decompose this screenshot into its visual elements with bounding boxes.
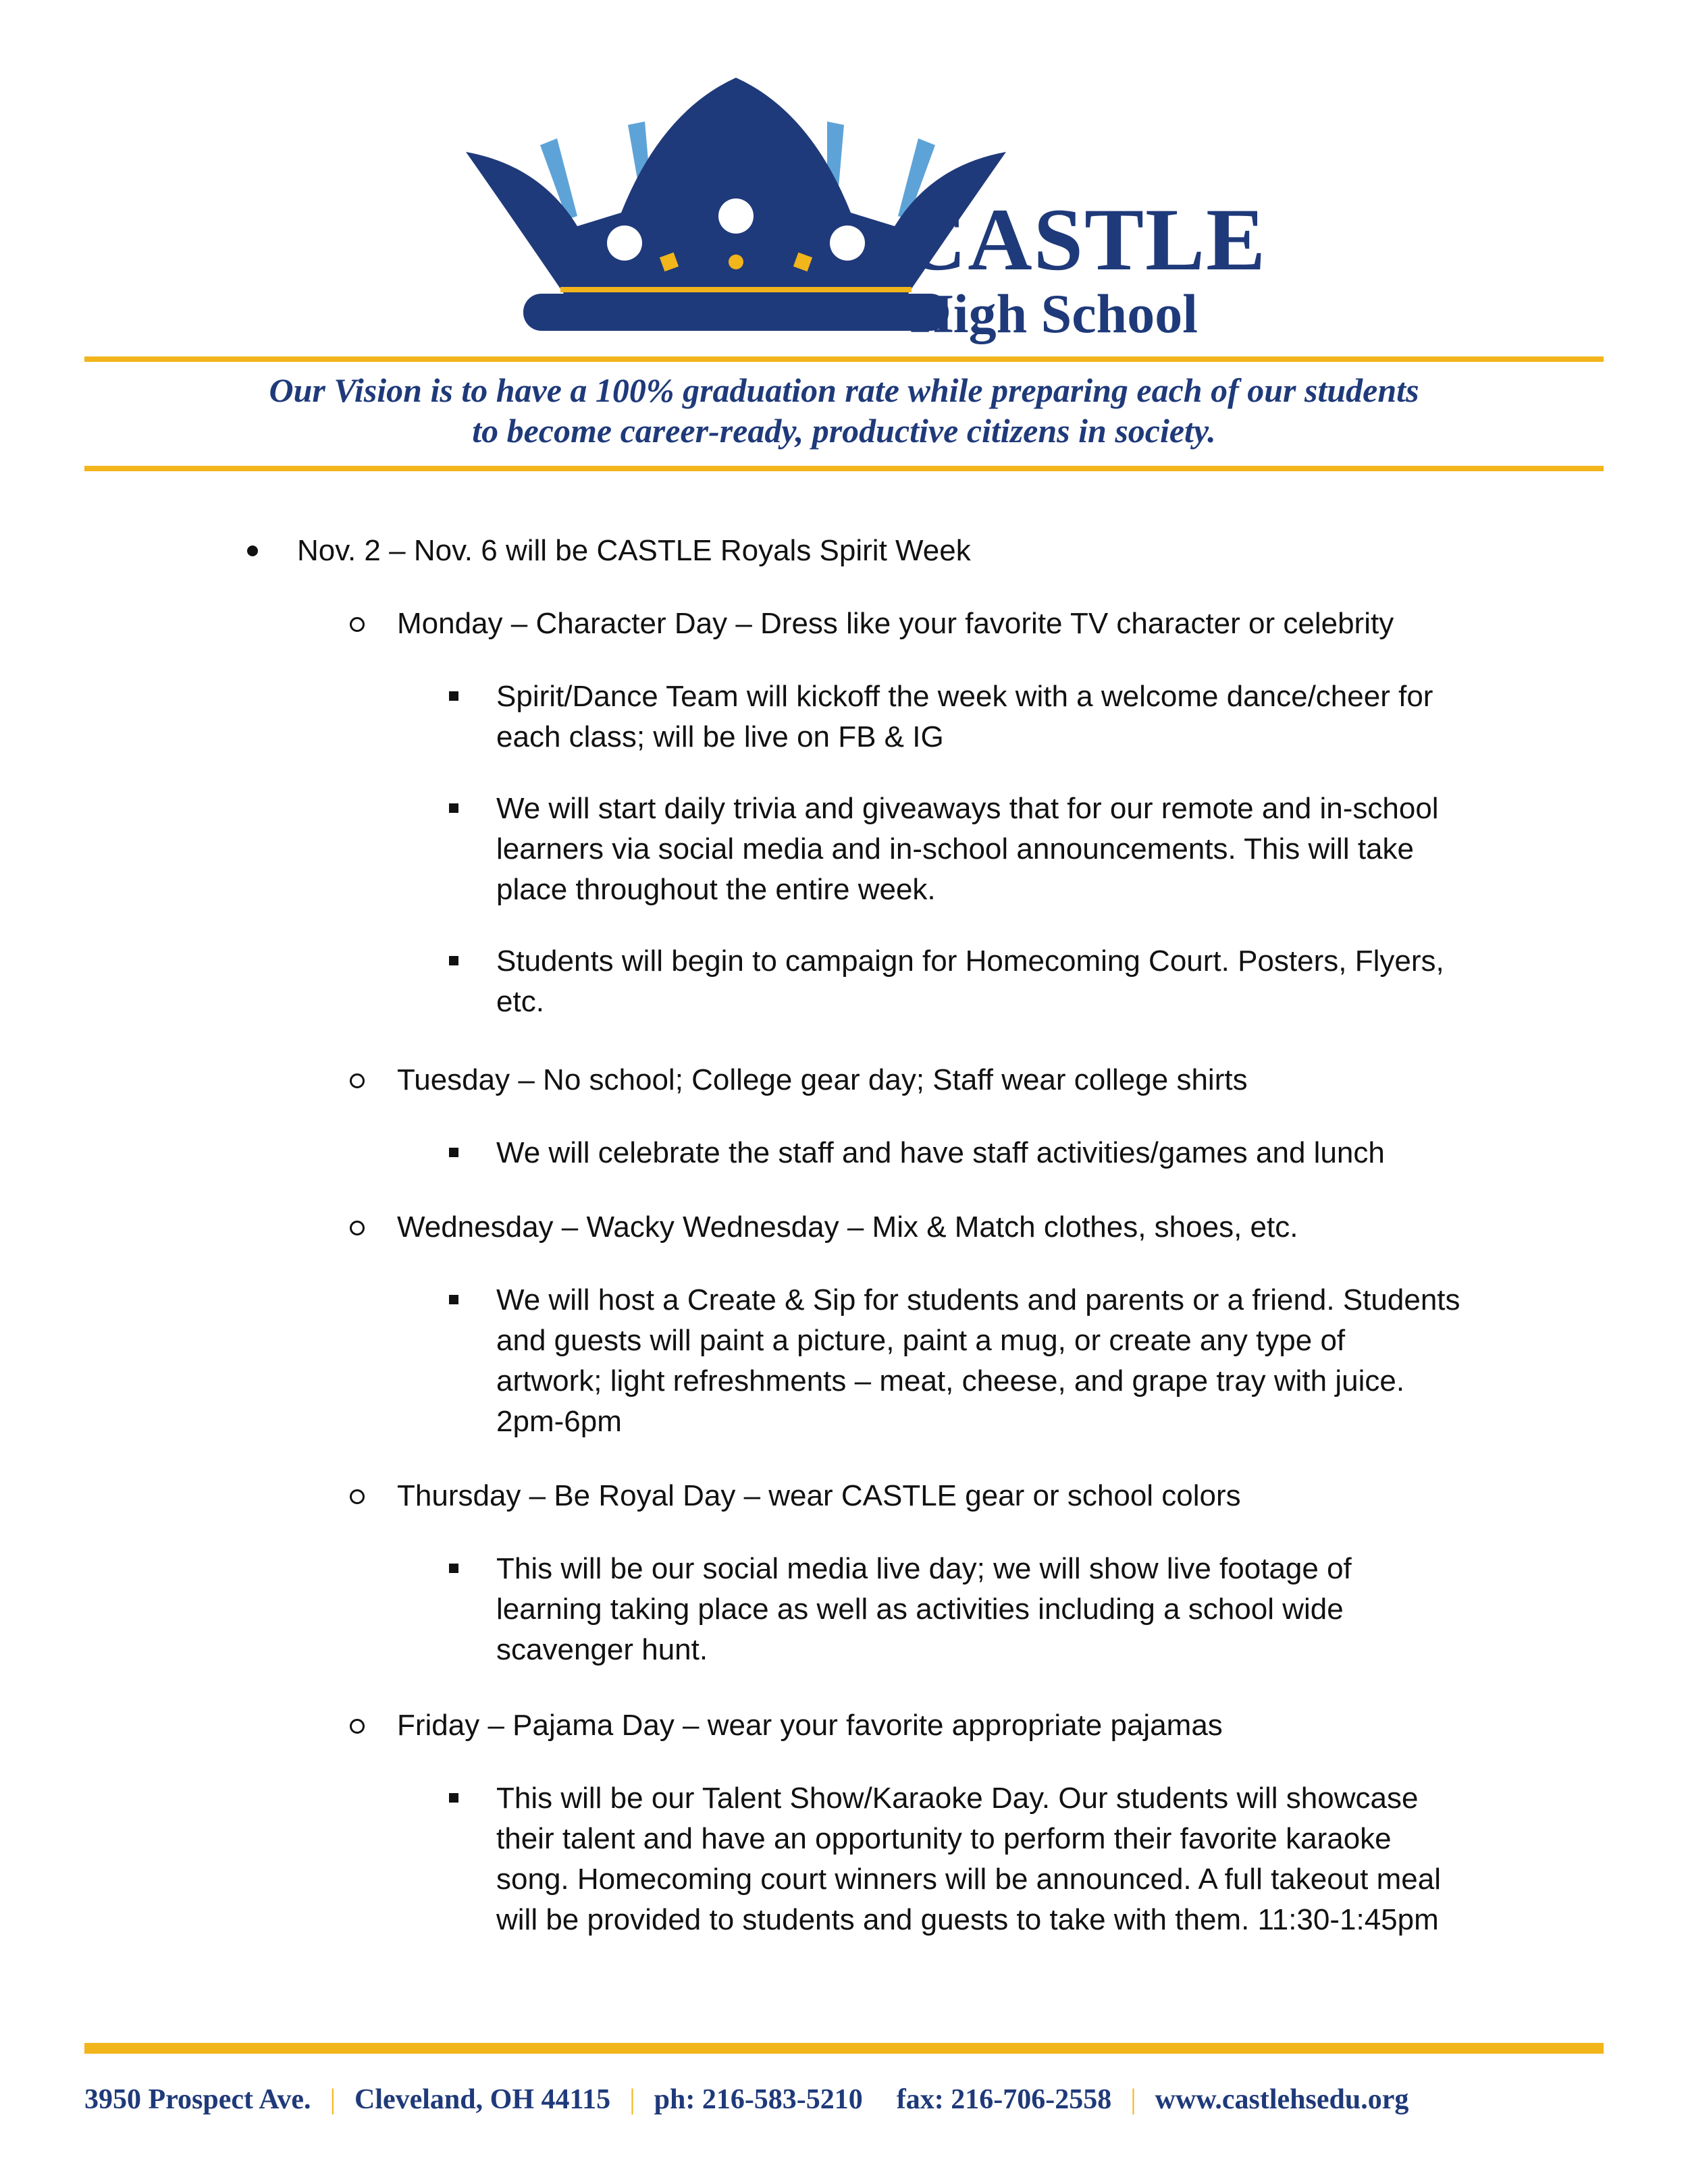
footer-separator: | — [1130, 2084, 1136, 2115]
day-title: Wednesday – Wacky Wednesday – Mix & Match clothes, shoes, etc. — [397, 1210, 1298, 1244]
item-line: We will start daily trivia and giveaways that for our remote and in-school — [496, 792, 1439, 825]
item-line: artwork; light refreshments – meat, cheese, and grape tray with juice. — [496, 1364, 1405, 1397]
item-line: learning taking place as well as activities including a school wide — [496, 1593, 1344, 1626]
square-bullet-icon — [449, 691, 458, 701]
square-bullet-icon — [449, 1564, 458, 1573]
item-line: Spirit/Dance Team will kickoff the week with a welcome dance/cheer for — [496, 680, 1433, 713]
item-line: etc. — [496, 985, 544, 1018]
footer-phone: ph: 216-583-5210 — [654, 2084, 863, 2115]
school-name: CASTLE — [902, 190, 1267, 289]
item-line: song. Homecoming court winners will be announced. A full takeout meal — [496, 1863, 1441, 1896]
footer-fax: fax: 216-706-2558 — [896, 2084, 1112, 2115]
item-line: scavenger hunt. — [496, 1633, 708, 1666]
item-line: We will host a Create & Sip for students and parents or a friend. Students — [496, 1283, 1460, 1316]
square-bullet-icon — [449, 1148, 458, 1157]
circle-bullet-icon — [350, 1489, 365, 1504]
day-title: Friday – Pajama Day – wear your favorite appropriate pajamas — [397, 1709, 1223, 1742]
vision-line: Our Vision is to have a 100% graduation rate while preparing each of our students — [269, 371, 1419, 409]
item-line: This will be our Talent Show/Karaoke Day. Our students will showcase — [496, 1782, 1419, 1815]
square-bullet-icon — [449, 956, 458, 965]
item-line: each class; will be live on FB & IG — [496, 720, 944, 753]
square-bullet-icon — [449, 803, 458, 813]
vision-line: to become career-ready, productive citizens in society. — [472, 412, 1216, 450]
school-brand — [902, 190, 1267, 344]
school-subtitle: High School — [910, 283, 1198, 344]
item-line: learners via social media and in-school announcements. This will take — [496, 832, 1414, 865]
vision-divider — [84, 466, 1604, 471]
circle-bullet-icon — [350, 1719, 365, 1734]
circle-bullet-icon — [350, 617, 365, 632]
top-divider — [84, 356, 1604, 362]
item-line: This will be our social media live day; we will show live footage of — [496, 1552, 1352, 1585]
agenda-headline: Nov. 2 – Nov. 6 will be CASTLE Royals Spirit Week — [297, 534, 971, 567]
item-line: their talent and have an opportunity to perform their favorite karaoke — [496, 1822, 1392, 1855]
day-title: Thursday – Be Royal Day – wear CASTLE gear or school colors — [397, 1479, 1241, 1512]
square-bullet-icon — [449, 1793, 458, 1803]
day-title: Monday – Character Day – Dress like your favorite TV character or celebrity — [397, 607, 1394, 640]
bullet-dot-icon — [247, 545, 258, 556]
item-line: place throughout the entire week. — [496, 873, 936, 906]
vision-statement — [84, 370, 1604, 451]
item-line: 2pm-6pm — [496, 1405, 622, 1438]
square-bullet-icon — [449, 1295, 458, 1304]
footer-separator: | — [329, 2084, 336, 2115]
footer-contact — [84, 2076, 1604, 2123]
item-line: will be provided to students and guests to take with them. 11:30-1:45pm — [496, 1903, 1439, 1936]
footer-separator: | — [629, 2084, 635, 2115]
circle-bullet-icon — [350, 1221, 365, 1235]
footer-divider — [84, 2043, 1604, 2054]
footer-city: Cleveland, OH 44115 — [354, 2084, 611, 2115]
day-title: Tuesday – No school; College gear day; Staff wear college shirts — [397, 1063, 1248, 1096]
item-line: Students will begin to campaign for Homecoming Court. Posters, Flyers, — [496, 944, 1444, 978]
item-line: and guests will paint a picture, paint a mug, or create any type of — [496, 1324, 1346, 1357]
footer-website[interactable]: www.castlehsedu.org — [1155, 2084, 1409, 2115]
footer-address: 3950 Prospect Ave. — [84, 2084, 311, 2115]
circle-bullet-icon — [350, 1073, 365, 1088]
item-line: We will celebrate the staff and have staff activities/games and lunch — [496, 1136, 1385, 1169]
